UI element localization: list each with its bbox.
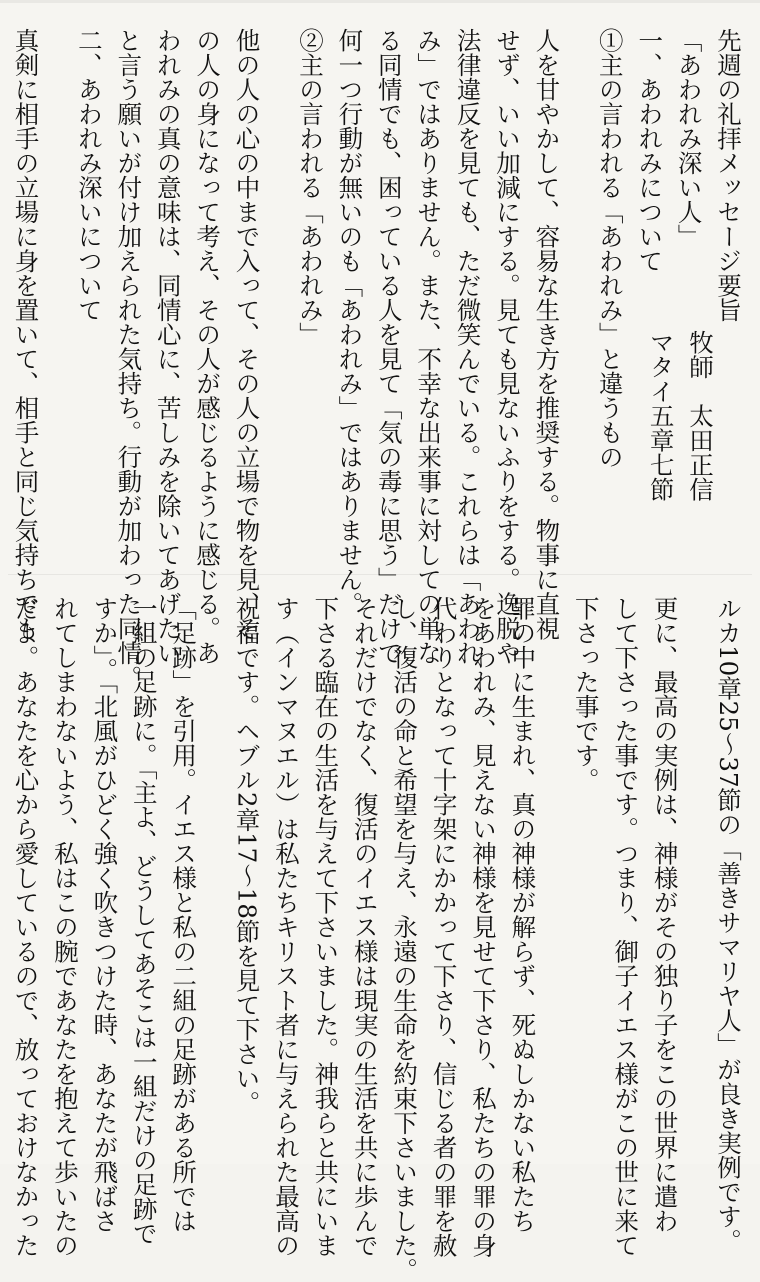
paragraph-line: をあわれみ、見えない神様を見せて下さり、私たちの罪の身	[468, 596, 498, 1258]
subheading-1: ①主の言われる「あわれみ」と違うもの	[595, 28, 625, 469]
paragraph-line: 更に、最高の実例は、神様がその独り子をこの世界に遣わ	[650, 596, 680, 1233]
paragraph-line: 下さる臨在の生活を与えて下さいました。神我らと共にいま	[311, 596, 341, 1258]
author-name: 牧師 太田正信	[686, 330, 715, 502]
paragraph-line: る同情でも、困っている人を見て「気の毒に思う」だけで	[374, 28, 404, 665]
paragraph-line: れてしまわないよう、私はこの腕であなたを抱えて歩いたの	[50, 596, 80, 1258]
paragraph-line: 真剣に相手の立場に身を置いて、相手と同じ気持ちでも	[11, 28, 41, 641]
paragraph-line: す（インマヌエル）は私たちキリスト者に与えられた最高の	[271, 596, 301, 1258]
section-heading-2: 二、あわれみ深いについて	[74, 28, 104, 322]
paragraph-line: 人を甘やかして、容易な生き方を推奨する。物事に直視	[532, 28, 562, 641]
paragraph-line	[0, 596, 6, 1144]
paragraph-line: の人の身になって考え、その人が感じるように感じる。あ	[193, 28, 223, 665]
section-divider	[8, 574, 752, 575]
paragraph-line: 法律違反を見ても、ただ微笑んでいる。これらは「あわれ	[453, 28, 483, 665]
paragraph-line: し、復活の命と希望を与え、永遠の生命を約束下さいました。	[390, 596, 420, 1282]
paragraph-line: ルカ10章25～37節の「善きサマリヤ人」が良き実例です。	[714, 596, 743, 1254]
header-line: 先週の礼拝メッセージ要旨	[714, 28, 743, 322]
sermon-title: 「あわれみ深い人」	[674, 28, 704, 249]
author-block	[641, 330, 720, 570]
paragraph-line: 下さった事です。	[571, 596, 601, 792]
paragraph-line: 一組の足跡に。「主よ、どうしてあそこは一組だけの足跡で	[129, 596, 159, 1246]
sermon-summary-top	[0, 28, 748, 690]
paragraph-line	[0, 28, 6, 558]
paragraph-line: して下さった事です。つまり、御子イエス様がこの世に来て	[611, 596, 641, 1258]
scan-edge	[0, 0, 760, 3]
scripture-reference: マタイ五章七節	[646, 330, 676, 502]
paragraph-line: 「足跡」を引用。イエス様と私の二組の足跡がある所では	[169, 596, 199, 1233]
paragraph-line: 何一つ行動が無いのも「あわれみ」ではありません。	[335, 28, 365, 616]
paragraph-line: せず、いい加減にする。見ても見ないふりをする。逸脱や	[492, 28, 522, 665]
paragraph-line: み」ではありません。また、不幸な出来事に対しての単な	[414, 28, 444, 665]
paragraph-line: それだけでなく、復活のイエス様は現実の生活を共に歩んで	[350, 596, 380, 1258]
paragraph-line: 他の人の心の中まで入って、その人の立場で物を見、そ	[232, 28, 262, 641]
paragraph-line: と言う願いが付け加えられた気持ち。行動が加わった同情。	[114, 28, 144, 690]
paragraph-line: だよ。あなたを心から愛しているので、放っておけなかった	[11, 596, 41, 1258]
paragraph-line: 罪の中に生まれ、真の神様が解らず、死ぬしかない私たち	[508, 596, 538, 1233]
sermon-summary-bottom	[0, 596, 748, 1282]
section-heading-1: 一、あわれみについて	[635, 28, 665, 273]
paragraph-line: 祝福です。ヘブル2章17～18節を見て下さい。	[232, 596, 262, 1115]
paragraph-line: すか」。「北風がひどく強く吹きつけた時、あなたが飛ばさ	[90, 596, 120, 1233]
paragraph-line: 代わりとなって十字架にかかって下さり、信じる者の罪を赦	[429, 596, 459, 1258]
paragraph-line: われみの真の意味は、同情心に、苦しみを除いてあげたい	[153, 28, 183, 665]
subheading-2: ②主の言われる「あわれみ」	[295, 28, 325, 347]
